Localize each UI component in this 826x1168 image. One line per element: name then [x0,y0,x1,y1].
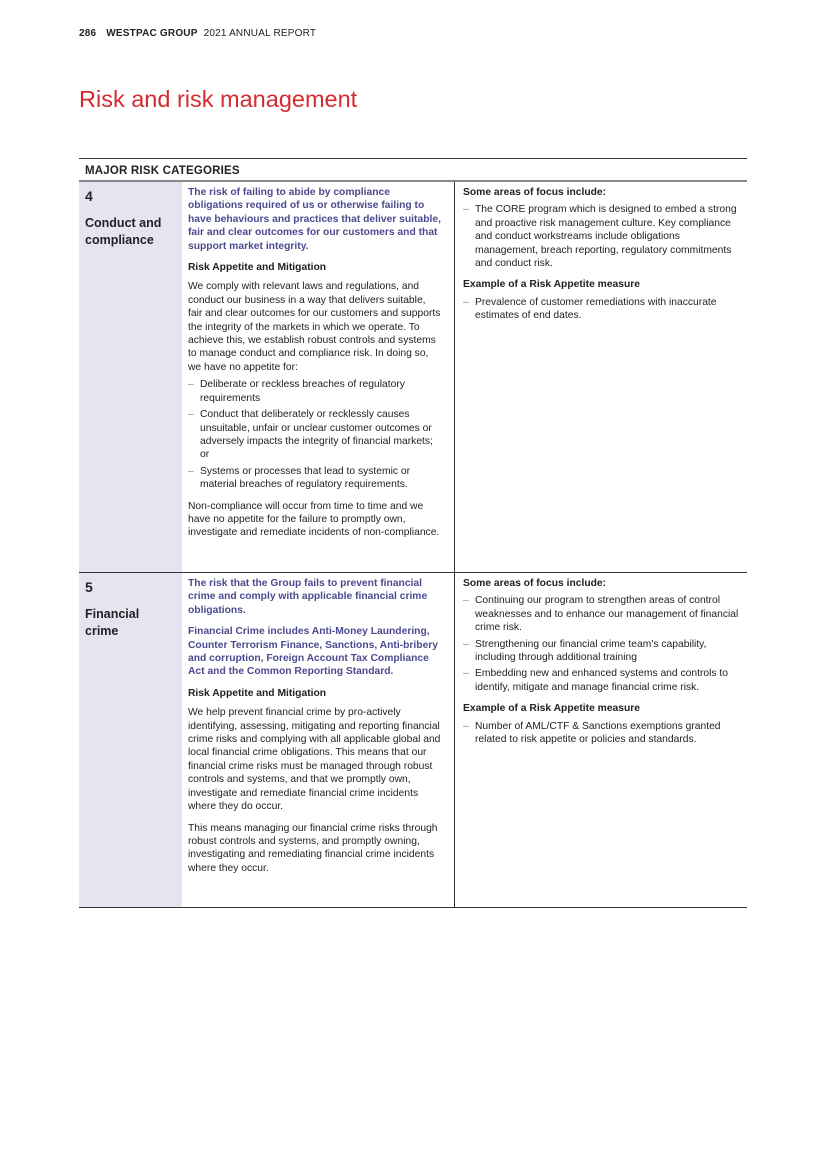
risk-definition-detail: Financial Crime includes Anti-Money Laundering, Counter Terrorism Finance, Sanctions, Anti-bribery and corruption, Foreign Account Tax Compliance Act and the Common Reporting Standard. [188,626,439,678]
appetite-list [188,378,442,491]
running-header [79,28,316,39]
list-item: – Strengthening our financial crime team’s capability, including through additional training [463,638,741,665]
risk-table [79,158,747,908]
measure-list [463,296,741,323]
category-number: 5 [85,579,93,595]
list-item: – Systems or processes that lead to systemic or material breaches of regulatory requirements. [188,465,442,492]
brand: WESTPAC GROUP [106,28,198,39]
list-item: – Conduct that deliberately or recklessly causes unsuitable, unfair or unclear customer outcomes or adversely impacts the integrity of financial markets; or [188,408,442,462]
focus-cell [455,182,747,572]
report-name: 2021 ANNUAL REPORT [203,28,317,39]
measure-heading: Example of a Risk Appetite measure [463,279,641,291]
focus-heading: Some areas of focus include: [463,578,607,589]
description-cell [182,182,455,572]
appetite-heading: Risk Appetite and Mitigation [188,687,327,699]
appetite-text: We comply with relevant laws and regulations, and conduct our business in a way that delivers suitable, fair and clear outcomes for our customers and supports the integrity of the markets in which we operate. To achieve this, we establish robust controls and systems to manage conduct and compliance risk. In doing so, we have no appetite for: [188,281,441,373]
measure-list [463,720,741,747]
category-number: 4 [85,188,93,204]
appetite-heading: Risk Appetite and Mitigation [188,262,327,274]
measure-heading: Example of a Risk Appetite measure [463,703,641,715]
focus-list [463,203,741,270]
list-item: – Prevalence of customer remediations with inaccurate estimates of end dates. [463,296,741,323]
category-name: Conduct and compliance [85,216,162,247]
list-item: – Embedding new and enhanced systems and controls to identify, mitigate and manage financial crime risk. [463,667,741,694]
focus-cell [455,573,747,907]
appetite-closing: Non-compliance will occur from time to time and we have no appetite for the failure to promptly own, investigate and remediate incidents of non-compliance. [188,500,440,539]
table-row [79,182,747,573]
category-name: Financial crime [85,607,140,638]
risk-definition: The risk of failing to abide by compliance obligations required of us or otherwise failing to have behaviours and practices that deliver suitable, fair and clear outcomes for our customers and that support market integrity. [188,187,441,252]
page-title: Risk and risk management [79,86,358,112]
description-cell [182,573,455,907]
risk-definition: The risk that the Group fails to prevent financial crime and comply with applicable financial crime obligations. [188,578,428,616]
focus-list [463,594,741,694]
table-heading: MAJOR RISK CATEGORIES [79,159,747,182]
list-item: – Number of AML/CTF & Sanctions exemptions granted related to risk appetite or policies and standards. [463,720,741,747]
list-item: – Continuing our program to strengthen areas of control weaknesses and to enhance our management of financial crime risk. [463,594,741,634]
category-cell [79,573,182,907]
appetite-closing: This means managing our financial crime risks through robust controls and systems, and promptly owning, investigating and remediating financial crime incidents where they occur. [188,822,438,874]
list-item: – Deliberate or reckless breaches of regulatory requirements [188,378,442,405]
list-item: – The CORE program which is designed to embed a strong and proactive risk management culture. Key compliance and conduct workstreams include obligations management, breach reporting, regulatory commitments and conduct risk. [463,203,741,270]
appetite-text: We help prevent financial crime by pro-actively identifying, assessing, mitigating and reporting financial crime risks and complying with all applicable global and local financial crime obligations. This means that our financial crime risks must be managed through robust controls and systems, and that we promptly own, investigate and remediate financial crime incidents where they do occur. [188,707,441,813]
table-row [79,573,747,908]
page-number: 286 [79,28,97,39]
category-cell [79,182,182,572]
focus-heading: Some areas of focus include: [463,187,607,198]
